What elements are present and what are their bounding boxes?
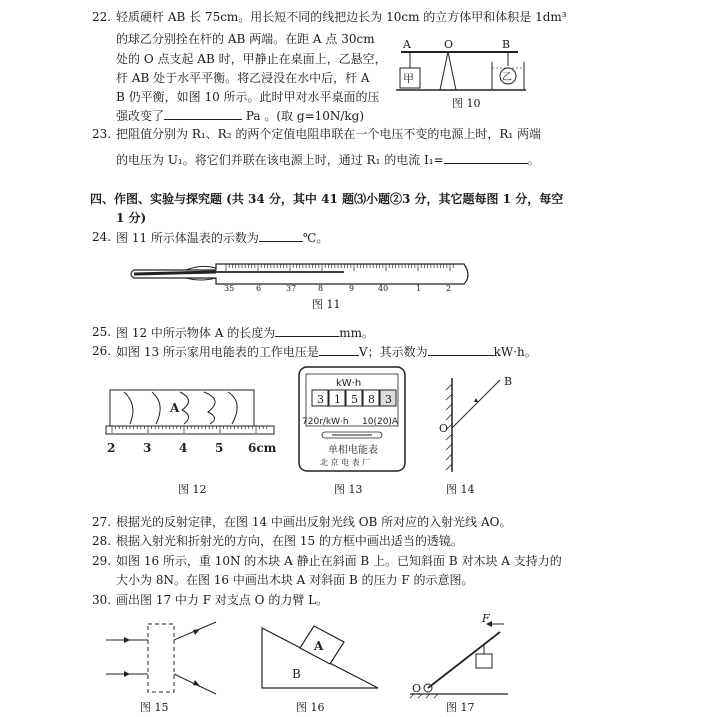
fig12-label-a: A (170, 401, 180, 415)
fig11-tick-label-5: 40 (378, 284, 389, 293)
fig13-digit-4: 3 (385, 393, 392, 406)
q28-text: 根据入射光和折射光的方向，在图 15 的方框中画出适当的透镜。 (116, 534, 463, 548)
q24-line (116, 229, 328, 246)
q27-text: 根据光的反射定律，在图 14 中画出反射光线 OB 所对应的入射光线 AO。 (116, 515, 512, 529)
q22-line-2: 的球乙分别拴在杆的 AB 两端。在距 A 点 30cm (116, 32, 375, 46)
q29-number: 29. (92, 554, 112, 568)
fig11-tick-label-2: 37 (286, 284, 297, 293)
fig17-weight (476, 654, 492, 668)
q24-text: 图 11 所示体温表的示数为 (116, 231, 259, 245)
q25-line (116, 324, 374, 341)
q22-answer-blank[interactable] (164, 107, 242, 120)
q23-line-2-end: 。 (527, 153, 540, 167)
figure-13-meter (298, 366, 408, 474)
figure-12-ruler (104, 388, 280, 458)
fig13-spec-current: 10(20)A (362, 417, 399, 427)
q23-line-2-text: 的电压为 U₁。将它们并联在该电源上时，通过 R₁ 的电流 I₁= (116, 153, 444, 167)
q22-line-3: 处的 O 点支起 AB 时，甲静止在桌面上，乙悬空， (116, 52, 387, 66)
fig12-tick-label-3: 5 (215, 441, 224, 455)
fig15-dashed-box (148, 624, 174, 692)
fig16-caption: 图 16 (296, 701, 325, 714)
q26-text-a: 如图 13 所示家用电能表的工作电压是 (116, 345, 319, 359)
figure-14-mirror (438, 372, 522, 472)
fig11-tick-label-3: 8 (318, 284, 324, 293)
fig10-label-jia: 甲 (403, 72, 414, 85)
q26-voltage-blank[interactable] (319, 343, 359, 356)
q25-text: 图 12 中所示物体 A 的长度为 (116, 326, 276, 340)
fig11-tick-label-1: 6 (256, 284, 262, 293)
figure-11-thermometer (126, 258, 472, 294)
q22-line-6 (116, 107, 364, 124)
fig14-label-b: B (504, 375, 513, 388)
q29-line-2: 大小为 8N。在图 16 中画出木块 A 对斜面 B 的压力 F 的示意图。 (116, 573, 474, 587)
q22-line-4: 杆 AB 处于水平平衡。将乙浸没在水中后，杆 A (116, 71, 370, 85)
fig10-label-a: A (403, 38, 411, 51)
fig13-digit-1: 1 (334, 393, 341, 406)
q30-text: 画出图 17 中力 F 对支点 O 的力臂 L。 (116, 593, 329, 607)
section-4-heading-cont: 1 分) (116, 211, 147, 225)
figure-15-lens-box (104, 620, 218, 696)
fig11-tick-label-0: 35 (224, 284, 235, 293)
fig14-label-o: O (439, 422, 449, 435)
fig12-tick-label-1: 3 (143, 441, 152, 455)
fig14-reflected-ray-ob (452, 380, 500, 428)
fig11-tick-label-6: 1 (416, 284, 422, 293)
fig10-label-o: O (444, 38, 454, 51)
q22-line-6-text: 强改变了 (116, 109, 165, 123)
fig12-tick-label-2: 4 (179, 441, 188, 455)
q23-number: 23. (92, 127, 112, 141)
q23-answer-blank[interactable] (444, 151, 528, 164)
q24-unit: ℃。 (302, 231, 329, 245)
fig10-label-b: B (502, 38, 511, 51)
fig17-label-f: F (482, 612, 490, 625)
q28-number: 28. (92, 534, 112, 548)
q25-answer-blank[interactable] (275, 324, 339, 337)
figure-17-lever (404, 612, 514, 696)
q26-text-b: V；其示数为 (358, 345, 428, 359)
fig13-meter-name: 单相电能表 (328, 445, 378, 456)
fig13-maker: 北 京 电 表 厂 (320, 458, 371, 467)
fig10-fulcrum (440, 52, 456, 90)
fig14-caption: 图 14 (446, 483, 475, 496)
fig13-spec-rev: 720r/kW·h (302, 417, 349, 427)
q22-line-5: B 仍平衡，如图 10 所示。此时甲对水平桌面的压 (116, 90, 380, 104)
section-4-heading: 四、作图、实验与探究题 (共 34 分，其中 41 题⑶小题②3 分，其它题每图 1 分，每空 (90, 192, 564, 206)
q23-line-1: 把阻值分别为 R₁、R₂ 的两个定值电阻串联在一个电压不变的电源上时，R₁ 两端 (116, 127, 541, 141)
q26-reading-blank[interactable] (428, 343, 494, 356)
fig12-tick-label-0: 2 (107, 441, 116, 455)
fig12-tick-label-4: 6cm (248, 441, 277, 455)
q24-number: 24. (92, 230, 112, 244)
q30-number: 30. (92, 593, 112, 607)
q22-number: 22. (92, 10, 112, 24)
figure-10-lever (396, 36, 526, 96)
fig13-digit-2: 5 (351, 393, 358, 406)
q26-number: 26. (92, 344, 112, 358)
fig17-caption: 图 17 (446, 701, 475, 714)
fig13-caption: 图 13 (334, 483, 363, 496)
fig10-label-yi: 乙 (502, 72, 512, 83)
fig15-caption: 图 15 (140, 701, 169, 714)
q24-answer-blank[interactable] (259, 229, 303, 242)
q23-line-2 (116, 151, 540, 168)
fig11-tick-label-4: 9 (349, 284, 355, 293)
q29-line-1: 如图 16 所示，重 10N 的木块 A 静止在斜面 B 上。已知斜面 B 对木块 A 支持力的 (116, 554, 562, 568)
fig11-tick-label-7: 2 (446, 284, 452, 293)
fig12-caption: 图 12 (178, 483, 207, 496)
figure-16-incline (256, 626, 382, 692)
q22-line-6-unit: Pa 。(取 g=10N/kg) (245, 109, 365, 123)
q27-number: 27. (92, 515, 112, 529)
fig11-mercury-bulb (134, 272, 216, 274)
fig16-label-a: A (314, 639, 324, 653)
fig10-caption: 图 10 (452, 97, 481, 110)
fig11-caption: 图 11 (312, 298, 341, 311)
fig13-digit-0: 3 (317, 393, 324, 406)
q22-line-1: 轻质硬杆 AB 长 75cm。用长短不同的线把边长为 10cm 的立方体甲和体积是 1dm³ (116, 10, 567, 24)
fig17-label-o: O (412, 682, 422, 695)
q25-unit: mm。 (339, 326, 374, 340)
q25-number: 25. (92, 325, 112, 339)
fig13-digit-3: 8 (368, 393, 375, 406)
q26-text-c: kW·h。 (493, 345, 537, 359)
fig13-unit: kW·h (336, 378, 362, 389)
fig16-label-b: B (292, 667, 301, 681)
q26-line (116, 343, 537, 360)
